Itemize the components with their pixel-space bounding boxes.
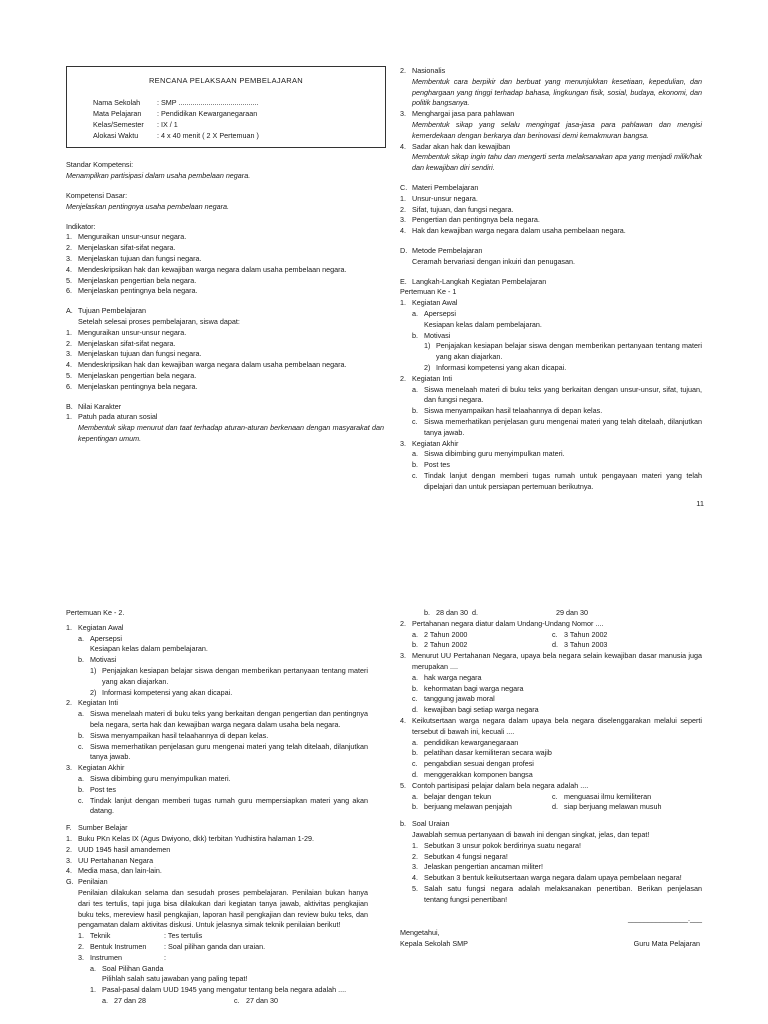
pg-intro: Pilihlah salah satu jawaban yang paling tepat!	[102, 974, 248, 984]
list-item: c. Siswa memerhatikan penjelasan guru mengenai materi yang telah ditelaah, dilanjutkan tanya jawab.	[412, 416, 702, 437]
signature-date-line: _______________.___	[628, 913, 702, 923]
list-item: b. Siswa menyampaikan hasil telaahannya di depan kelas.	[78, 730, 269, 740]
tujuan-intro: Setelah selesai proses pembelajaran, siswa dapat:	[78, 317, 240, 326]
list-item: a. hak warga negara	[412, 672, 482, 682]
list-item: c. Siswa memerhatikan penjelasan guru mengenai materi yang telah ditelaah, dilanjutkan tanya jawab.	[78, 741, 368, 762]
list-item: 4. Media masa, dan lain-lain.	[66, 866, 162, 876]
list-item: 5. Menjelaskan pengertian bela negara.	[66, 370, 197, 380]
list-item: 2) Informasi kompetensi yang akan dicapai.	[424, 362, 567, 372]
header-box	[66, 66, 386, 148]
materi-title: C. Materi Pembelajaran	[400, 182, 479, 192]
list-item: 2. Sifat, tujuan, dan fungsi negara.	[400, 204, 514, 214]
bottom-left-column	[66, 608, 368, 1007]
karakter-item3-text: Membentuk sikap yang selalu mengingat jasa-jasa para pahlawan dan mengisi kemerdekaan dengan berkarya dan berinovasi demi kemakmuran bangsa.	[412, 119, 702, 140]
uraian-title: b. Soal Uraian	[400, 819, 450, 829]
list-item: 3. Pengertian dan pentingnya bela negara.	[400, 215, 540, 225]
list-item: 3. Menjelaskan tujuan dan fungsi negara.	[66, 349, 202, 359]
q5-options-row: a. belajar dengan tekun c. menguasai ilmu kemiliteran	[412, 791, 652, 801]
list-item: 2. Menjelaskan sifat-sifat negara.	[66, 243, 176, 253]
karakter-title: B. Nilai Karakter	[66, 401, 122, 411]
list-item: 2. Menjelaskan sifat-sifat negara.	[66, 338, 176, 348]
list-item: 5. Contoh partisipasi pelajar dalam bela negara adalah ....	[400, 780, 589, 790]
q5-options-row: b. berjuang melawan penjajah d. siap berjuang melawan musuh	[412, 802, 662, 812]
list-item: b. Post tes	[412, 460, 450, 470]
list-item: 1. Patuh pada aturan sosial	[66, 412, 158, 422]
list-item: 4. Keikutsertaan warga negara dalam upaya bela negara diselenggarakan melalui seperti tersebut di bawah ini, kecuali ....	[400, 715, 702, 736]
signature-kepala: Kepala Sekolah SMP	[400, 939, 468, 949]
indikator-title: Indikator:	[66, 221, 96, 231]
apersepsi-text: Kesiapan kelas dalam pembelajaran.	[90, 644, 208, 654]
bottom-right-column	[400, 608, 702, 950]
list-item: b. Motivasi	[412, 330, 451, 340]
list-item: 3. UU Pertahanan Negara	[66, 855, 154, 865]
list-item: 6. Menjelaskan pentingnya bela negara.	[66, 286, 198, 296]
list-item: b. Motivasi	[78, 655, 117, 665]
info-row: Kelas/Semester : IX / 1	[93, 119, 178, 129]
list-item: 1. Sebutkan 3 unsur pokok berdirinya suatu negara!	[412, 840, 582, 850]
karakter-item1-text: Membentuk sikap menurut dan taat terhadap aturan-aturan berkenaan dengan masyarakat dan kepentingan umum.	[78, 423, 384, 443]
list-item: 1. Teknik : Tes tertulis	[78, 931, 203, 941]
karakter-item4-text: Membentuk sikap ingin tahu dan mengerti serta melaksanakan apa yang menjadi milik/hak dan kewajiban diri sendiri.	[412, 152, 702, 173]
list-item: b. pelatihan dasar kemiliteran secara wajib	[412, 748, 552, 758]
metode-text: Ceramah bervariasi dengan inkuiri dan penugasan.	[412, 256, 576, 266]
list-item: 1. Menguraikan unsur-unsur negara.	[66, 327, 187, 337]
sumber-title: F. Sumber Belajar	[66, 823, 128, 833]
page-bottom	[0, 598, 768, 1024]
list-item: 1. Unsur-unsur negara.	[400, 193, 478, 203]
document-title: RENCANA PELAKSAAN PEMBELAJARAN	[148, 76, 304, 85]
tujuan-list	[66, 328, 384, 393]
list-item: d. kewajiban bagi setiap warga negara	[412, 705, 539, 715]
penilaian-text: Penilaian dilakukan selama dan sesudah proses pembelajaran. Penilaian bukan hanya dari tes tertulis, tapi juga bisa dilakukan dari kegiatan tanya jawab, aktivitas pengkajian buku teks, mereview hasil pengkajian, laporan hasil pengkajian dan review buku teks, dan pengamatan dalam aktivitas diskusi. Untuk jelasnya simak teknik penilaian berikut!	[78, 887, 368, 930]
list-item: 3. Instrumen :	[78, 952, 166, 962]
list-item: 1) Penjajakan kesiapan belajar siswa dengan memberikan pertanyaan tentang materi yang akan diajarkan.	[90, 665, 368, 686]
list-item: c. pengabdian sesuai dengan profesi	[412, 759, 534, 769]
info-row: Mata Pelajaran : Pendidikan Kewarganegaraan	[93, 109, 258, 119]
q2-options-row: a. 2 Tahun 2000 c. 3 Tahun 2002	[412, 629, 608, 639]
apersepsi-text: Kesiapan kelas dalam pembelajaran.	[424, 319, 542, 329]
list-item: 3. Menghargai jasa para pahlawan	[400, 109, 515, 119]
list-item: 2. Kegiatan Inti	[400, 373, 452, 383]
list-item: 3. Menjelaskan tujuan dan fungsi negara.	[66, 254, 202, 264]
list-item: c. Tindak lanjut dengan memberi tugas rumah guru mempersiapkan materi yang akan datang.	[78, 795, 368, 816]
list-item: 1. Kegiatan Awal	[400, 298, 458, 308]
list-item: 2. Kegiatan Inti	[66, 698, 118, 708]
karakter-item2-text: Membentuk cara berpikir dan berbuat yang menunjukkan kesetiaan, kepedulian, dan penghargaan yang tinggi terhadap bahasa, lingkungan fisik, sosial, budaya, ekonomi, dan politik bangsanya.	[412, 76, 702, 108]
list-item: 3. Kegiatan Akhir	[400, 438, 459, 448]
kompetensi-text: Menjelaskan pentingnya usaha pembelaan negara.	[66, 201, 230, 211]
list-item: 5. Menjelaskan pengertian bela negara.	[66, 275, 197, 285]
top-right-column	[400, 66, 702, 492]
list-item: a. Siswa dibimbing guru menyimpulkan materi.	[78, 773, 231, 783]
signature-guru: Guru Mata Pelajaran	[633, 939, 700, 949]
list-item: b. kehormatan bagi warga negara	[412, 683, 524, 693]
list-item: 4. Sebutkan 3 bentuk keikutsertaan warga negara dalam upaya pembelaan negara!	[412, 873, 682, 883]
list-item: a. Apersepsi	[412, 308, 456, 318]
q1-options-row-2: b. 28 dan 30 d. 29 dan 30	[424, 608, 588, 617]
list-item: c. Tindak lanjut dengan memberi tugas rumah untuk pengayaan materi yang telah dipelajari dan untuk persiapan pertemuan berikutnya.	[412, 470, 702, 491]
list-item: 6. Menjelaskan pentingnya bela negara.	[66, 381, 198, 391]
list-item: b. Siswa menyampaikan hasil telaahannya di depan kelas.	[412, 406, 603, 416]
q1-options-row: a. 27 dan 28 c. 27 dan 30	[102, 995, 278, 1005]
uraian-intro: Jawablah semua pertanyaan di bawah ini dengan singkat, jelas, dan tepat!	[412, 829, 650, 839]
list-item: 1. Kegiatan Awal	[66, 622, 124, 632]
list-item: 3. Menurut UU Pertahanan Negara, upaya bela negara selain kewajiban dasar manusia juga merupakan ....	[400, 651, 702, 671]
signature-row	[400, 939, 700, 950]
list-item: 5. Salah satu fungsi negara adalah melaksanakan penertiban. Berikan penjelasan tentang fungsi penertiban!	[412, 883, 702, 904]
signature-mengetahui: Mengetahui,	[400, 928, 440, 938]
penilaian-title: G. Penilaian	[66, 877, 108, 887]
list-item: 3. Kegiatan Akhir	[66, 763, 125, 773]
langkah-title: E. Langkah-Langkah Kegiatan Pembelajaran	[400, 276, 547, 286]
pertemuan-2-title: Pertemuan Ke - 2.	[66, 608, 125, 617]
list-item: 2) Informasi kompetensi yang akan dicapai.	[90, 687, 233, 697]
list-item: a. Siswa menelaah materi di buku teks yang berkaitan dengan pengertian dan pentingnya bela negara, serta hak dan kewajiban warga negara dalam usaha bela negara.	[78, 709, 368, 729]
list-item: 4. Hak dan kewajiban warga negara dalam usaha pembelaan negara.	[400, 226, 626, 236]
list-item: b. Post tes	[78, 784, 116, 794]
list-item: c. tanggung jawab moral	[412, 694, 495, 704]
pertemuan-1-title: Pertemuan Ke - 1	[400, 287, 457, 297]
list-item: 3. Jelaskan pengertian ancaman militer!	[412, 862, 544, 872]
info-row: Alokasi Waktu : 4 x 40 menit ( 2 X Pertemuan )	[93, 130, 259, 140]
info-row: Nama Sekolah : SMP ........................................	[93, 98, 259, 108]
tujuan-title: A. Tujuan Pembelajaran	[66, 306, 147, 316]
q2-options-row: b. 2 Tahun 2002 d. 3 Tahun 2003	[412, 640, 608, 650]
kompetensi-title: Kompetensi Dasar:	[66, 191, 128, 201]
list-item: 1. Buku PKn Kelas IX (Agus Dwiyono, dkk) terbitan Yudhistira halaman 1-29.	[66, 833, 314, 843]
indikator-list	[66, 232, 384, 297]
list-item: 1. Pasal-pasal dalam UUD 1945 yang mengatur tentang bela negara adalah ....	[90, 985, 347, 995]
list-item: 2. Nasionalis	[400, 66, 446, 75]
list-item: a. Apersepsi	[78, 633, 122, 643]
metode-title: D. Metode Pembelajaran	[400, 245, 483, 255]
list-item: 2. Bentuk Instrumen : Soal pilihan ganda dan uraian.	[78, 941, 266, 951]
list-item: a. Soal Pilihan Ganda	[90, 963, 164, 973]
list-item: 4. Mendeskripsikan hak dan kewajiban warga negara dalam usaha pembelaan negara.	[66, 360, 347, 370]
list-item: 2. Sebutkan 4 fungsi negara!	[412, 851, 508, 861]
standar-title: Standar Kompetensi:	[66, 160, 134, 170]
list-item: a. pendidikan kewarganegaraan	[412, 737, 519, 747]
list-item: 1) Penjajakan kesiapan belajar siswa dengan memberikan pertanyaan tentang materi yang akan diajarkan.	[424, 341, 702, 362]
list-item: 4. Mendeskripsikan hak dan kewajiban warga negara dalam usaha pembelaan negara.	[66, 264, 347, 274]
list-item: d. menggerakkan komponen bangsa	[412, 769, 533, 779]
list-item: 4. Sadar akan hak dan kewajiban	[400, 141, 511, 151]
list-item: 2. Pertahanan negara diatur dalam Undang-Undang Nomor ....	[400, 618, 604, 628]
page-number: 11	[696, 499, 704, 508]
list-item: a. Siswa dibimbing guru menyimpulkan materi.	[412, 449, 565, 459]
standar-text: Menampilkan partisipasi dalam usaha pembelaan negara.	[66, 171, 251, 181]
list-item: 1. Menguraikan unsur-unsur negara.	[66, 232, 187, 242]
list-item: a. Siswa menelaah materi di buku teks yang berkaitan dengan unsur-unsur, sifat, tujuan, dan fungsi negara.	[412, 384, 702, 405]
list-item: 2. UUD 1945 hasil amandemen	[66, 844, 171, 854]
top-left-column	[66, 66, 384, 445]
